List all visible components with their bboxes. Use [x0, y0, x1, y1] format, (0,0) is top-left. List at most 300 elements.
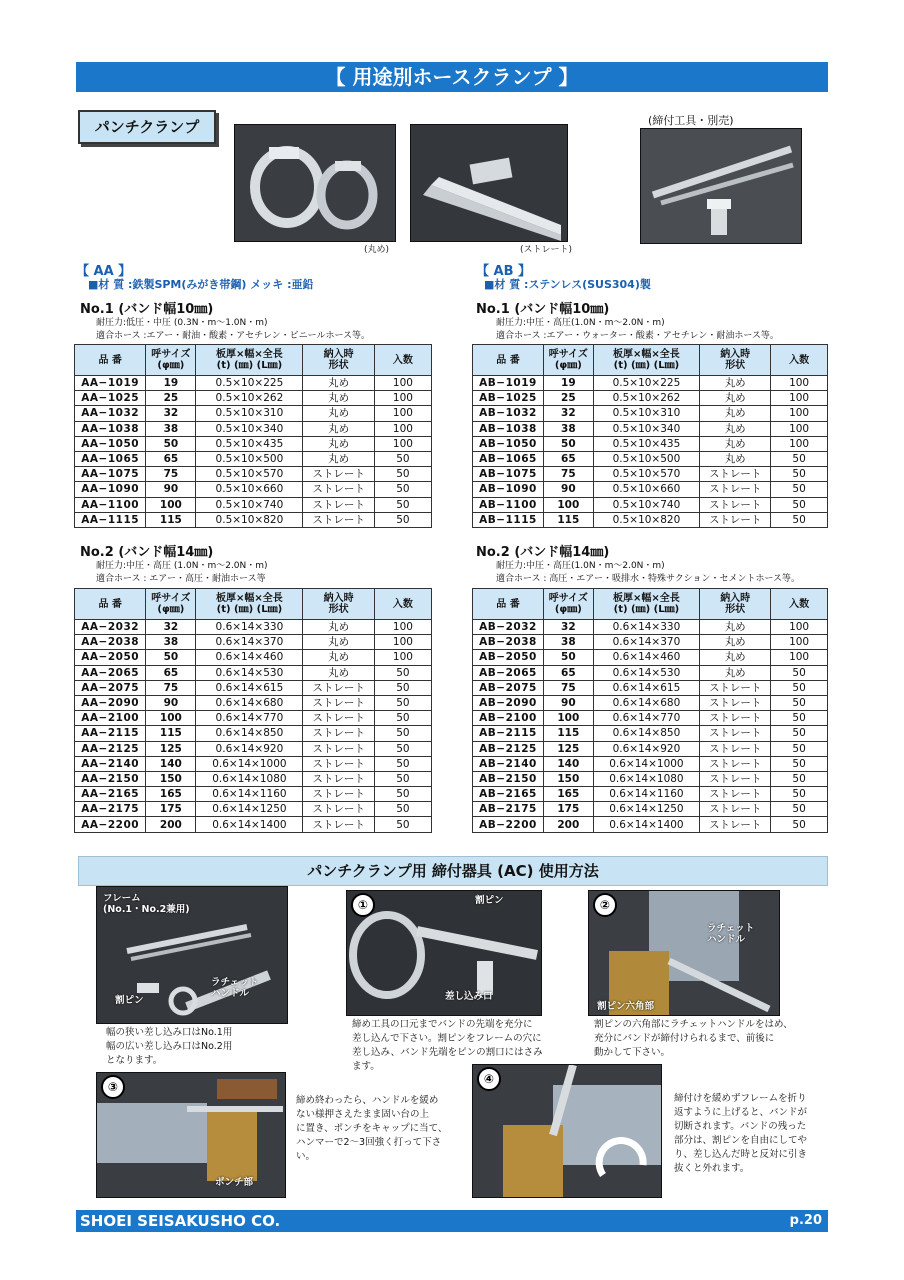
step1-photo: [346, 890, 542, 1016]
step1-pin-label: 割ピン: [475, 895, 504, 906]
cell-qty: 100: [374, 376, 431, 391]
header-code: 品 番: [75, 589, 146, 620]
cell-qty: 50: [771, 695, 828, 710]
cell-qty: 50: [771, 497, 828, 512]
cell-code: AA−1032: [75, 406, 146, 421]
cell-dims: 0.6×14×370: [196, 635, 303, 650]
cell-qty: 100: [771, 421, 828, 436]
cell-dims: 0.6×14×680: [593, 695, 700, 710]
tool-photo: [640, 128, 802, 244]
footer: [76, 1210, 828, 1232]
cell-shape: 丸め: [700, 650, 771, 665]
aa-no1-hose: 適合ホース :エアー・耐油・酸素・アセチレン・ビニールホース等。: [96, 331, 371, 341]
cell-dims: 0.5×10×500: [593, 451, 700, 466]
tool-set-caption: 幅の狭い差し込み口はNo.1用 幅の広い差し込み口はNo.2用 となります。: [106, 1027, 233, 1066]
cell-code: AB−1090: [473, 482, 544, 497]
cell-qty: 50: [374, 802, 431, 817]
cell-shape: ストレート: [303, 482, 374, 497]
straight-clamp-photo: [410, 124, 568, 242]
table-row: [473, 817, 828, 832]
ab-no1-table: [472, 344, 828, 528]
cell-code: AA−1038: [75, 421, 146, 436]
cell-shape: 丸め: [700, 665, 771, 680]
cell-dims: 0.6×14×920: [196, 741, 303, 756]
cell-dims: 0.5×10×310: [196, 406, 303, 421]
cell-dims: 0.6×14×530: [593, 665, 700, 680]
cell-qty: 100: [374, 391, 431, 406]
cell-size: 125: [146, 741, 196, 756]
cell-qty: 50: [374, 726, 431, 741]
ab-no1-pressure: 耐圧力:中圧・高圧(1.0N・m〜2.0N・m): [496, 318, 665, 328]
cell-qty: 50: [771, 482, 828, 497]
cell-shape: ストレート: [700, 787, 771, 802]
cell-dims: 0.5×10×740: [196, 497, 303, 512]
table-row: [75, 436, 432, 451]
cell-code: AB−2050: [473, 650, 544, 665]
cell-qty: 100: [771, 635, 828, 650]
step1-text: 締め工具の口元までバンドの先端を充分に 差し込んで下さい。割ピンをフレームの穴に 差し込み、バンド先端をピンの割口にはさみ ます。: [352, 1019, 543, 1072]
cell-dims: 0.5×10×820: [593, 512, 700, 527]
cell-qty: 100: [374, 620, 431, 635]
cell-size: 65: [544, 665, 594, 680]
cell-size: 25: [146, 391, 196, 406]
cell-shape: 丸め: [303, 451, 374, 466]
step2-ratchet-label: ラチェット ハンドル: [707, 923, 755, 945]
table-row: [75, 802, 432, 817]
header-shape: 納入時 形状: [700, 589, 771, 620]
cell-code: AB−2090: [473, 695, 544, 710]
cell-dims: 0.6×14×330: [593, 620, 700, 635]
cell-qty: 50: [771, 741, 828, 756]
step2-hex-label: 割ピン六角部: [597, 1001, 655, 1012]
cell-shape: ストレート: [303, 817, 374, 832]
cell-qty: 50: [374, 711, 431, 726]
cell-dims: 0.6×14×460: [196, 650, 303, 665]
cell-size: 50: [544, 650, 594, 665]
cell-size: 75: [146, 467, 196, 482]
aa-no1-table: [74, 344, 432, 528]
header-size: 呼サイズ (φ㎜): [146, 345, 196, 376]
cell-size: 50: [146, 436, 196, 451]
page-number: p.20: [789, 1213, 822, 1228]
cell-shape: 丸め: [700, 406, 771, 421]
cell-shape: ストレート: [303, 771, 374, 786]
cell-dims: 0.6×14×850: [593, 726, 700, 741]
cell-dims: 0.5×10×500: [196, 451, 303, 466]
cell-dims: 0.6×14×330: [196, 620, 303, 635]
cell-code: AB−2125: [473, 741, 544, 756]
cell-qty: 100: [374, 421, 431, 436]
cell-shape: ストレート: [700, 726, 771, 741]
cell-code: AA−1115: [75, 512, 146, 527]
cell-shape: 丸め: [700, 620, 771, 635]
table-row: [75, 497, 432, 512]
cell-qty: 50: [374, 497, 431, 512]
table-row: [473, 376, 828, 391]
cell-code: AA−2140: [75, 756, 146, 771]
header-code: 品 番: [473, 345, 544, 376]
cell-code: AB−1050: [473, 436, 544, 451]
cell-size: 140: [146, 756, 196, 771]
cell-shape: 丸め: [303, 406, 374, 421]
table-row: [75, 711, 432, 726]
cell-dims: 0.5×10×262: [593, 391, 700, 406]
step3-punch-label: ポンチ部: [215, 1177, 254, 1188]
step1-slot-label: 差し込み口: [445, 991, 493, 1002]
cell-size: 75: [544, 680, 594, 695]
header-qty: 入数: [374, 589, 431, 620]
cell-shape: 丸め: [303, 376, 374, 391]
cell-code: AB−2175: [473, 802, 544, 817]
step4-photo: [472, 1064, 662, 1198]
cell-shape: ストレート: [700, 467, 771, 482]
cell-size: 25: [544, 391, 594, 406]
cell-dims: 0.5×10×660: [196, 482, 303, 497]
table-row: [473, 406, 828, 421]
cell-dims: 0.6×14×1000: [593, 756, 700, 771]
cell-code: AA−2125: [75, 741, 146, 756]
cell-code: AB−1115: [473, 512, 544, 527]
cell-size: 175: [544, 802, 594, 817]
table-row: [473, 695, 828, 710]
cell-shape: 丸め: [303, 391, 374, 406]
cell-code: AA−2150: [75, 771, 146, 786]
step2-photo: [588, 890, 780, 1016]
tool-note: (締付工具・別売): [648, 114, 734, 127]
cell-shape: ストレート: [303, 787, 374, 802]
table-row: [75, 787, 432, 802]
aa-no2-hose: 適合ホース : エアー・高圧・耐油ホース等: [96, 574, 266, 584]
cell-shape: ストレート: [700, 771, 771, 786]
cell-qty: 100: [771, 620, 828, 635]
table-row: [75, 620, 432, 635]
step4-text: 締付けを緩めずフレームを折り 返すように上げると、バンドが 切断されます。バンドの残った 部分は、割ピンを自由にしてや り、差し込んだ時と反対に引き 抜くと外れます。: [674, 1093, 808, 1174]
cell-size: 19: [544, 376, 594, 391]
table-row: [75, 421, 432, 436]
table-row: [75, 756, 432, 771]
header-dims: 板厚×幅×全長 (t) (㎜) (L㎜): [196, 345, 303, 376]
cell-code: AA−1050: [75, 436, 146, 451]
cell-shape: 丸め: [303, 421, 374, 436]
cell-qty: 50: [374, 482, 431, 497]
cell-shape: ストレート: [303, 695, 374, 710]
table-row: [473, 482, 828, 497]
cell-shape: ストレート: [700, 802, 771, 817]
header-qty: 入数: [771, 589, 828, 620]
header-dims: 板厚×幅×全長 (t) (㎜) (L㎜): [196, 589, 303, 620]
cell-shape: 丸め: [700, 451, 771, 466]
ab-no1-title: No.1 (バンド幅10㎜): [476, 302, 610, 317]
cell-dims: 0.6×14×770: [593, 711, 700, 726]
cell-qty: 50: [374, 756, 431, 771]
category-label: パンチクランプ: [78, 110, 216, 144]
cell-code: AA−2065: [75, 665, 146, 680]
ab-no2-table: [472, 588, 828, 833]
cell-dims: 0.5×10×340: [196, 421, 303, 436]
aa-material: ■材 質 :鉄製SPM(みがき帯鋼) メッキ :亜鉛: [88, 278, 314, 291]
step2-text: 割ピンの六角部にラチェットハンドルをはめ、 充分にバンドが締付けられるまで、前後に 動かして下さい。: [594, 1019, 793, 1058]
table-row: [75, 376, 432, 391]
cell-shape: ストレート: [700, 680, 771, 695]
table-row: [473, 680, 828, 695]
cell-dims: 0.5×10×820: [196, 512, 303, 527]
cell-dims: 0.6×14×1000: [196, 756, 303, 771]
cell-qty: 50: [771, 665, 828, 680]
cell-dims: 0.6×14×530: [196, 665, 303, 680]
cell-code: AA−2200: [75, 817, 146, 832]
cell-code: AB−2038: [473, 635, 544, 650]
cell-dims: 0.6×14×1160: [593, 787, 700, 802]
cell-shape: 丸め: [700, 391, 771, 406]
cell-size: 90: [544, 482, 594, 497]
cell-size: 100: [146, 711, 196, 726]
cell-shape: ストレート: [303, 467, 374, 482]
cell-shape: ストレート: [303, 802, 374, 817]
cell-dims: 0.6×14×615: [593, 680, 700, 695]
cell-dims: 0.6×14×1400: [196, 817, 303, 832]
cell-qty: 50: [771, 451, 828, 466]
table-row: [473, 741, 828, 756]
cell-qty: 100: [771, 436, 828, 451]
cell-qty: 50: [374, 467, 431, 482]
cell-code: AA−2090: [75, 695, 146, 710]
header-shape: 納入時 形状: [303, 589, 374, 620]
cell-code: AA−2032: [75, 620, 146, 635]
cell-size: 100: [544, 497, 594, 512]
cell-code: AA−1025: [75, 391, 146, 406]
cell-dims: 0.5×10×435: [593, 436, 700, 451]
table-row: [473, 756, 828, 771]
ab-no2-pressure: 耐圧力:中圧・高圧(1.0N・m〜2.0N・m): [496, 561, 665, 571]
table-row: [473, 436, 828, 451]
step2-number: ②: [593, 893, 617, 917]
cell-shape: ストレート: [700, 497, 771, 512]
cell-qty: 50: [374, 817, 431, 832]
table-row: [473, 726, 828, 741]
cell-code: AB−2032: [473, 620, 544, 635]
header-code: 品 番: [75, 345, 146, 376]
cell-code: AB−1038: [473, 421, 544, 436]
cell-size: 90: [146, 482, 196, 497]
table-row: [473, 650, 828, 665]
cell-size: 165: [146, 787, 196, 802]
cell-dims: 0.6×14×1250: [593, 802, 700, 817]
cell-size: 150: [544, 771, 594, 786]
cell-size: 100: [146, 497, 196, 512]
cell-size: 140: [544, 756, 594, 771]
cell-shape: ストレート: [303, 726, 374, 741]
step3-text: 締め終わったら、ハンドルを緩め ない様押さえたまま固い台の上 に置き、ポンチをキャップに当て、 ハンマーで2〜3回強く打って下さ い。: [296, 1095, 448, 1162]
cell-size: 75: [146, 680, 196, 695]
table-row: [473, 421, 828, 436]
cell-size: 65: [146, 451, 196, 466]
table-row: [75, 406, 432, 421]
cell-qty: 100: [771, 376, 828, 391]
header-size: 呼サイズ (φ㎜): [146, 589, 196, 620]
table-row: [75, 391, 432, 406]
table-row: [75, 650, 432, 665]
cell-shape: 丸め: [303, 665, 374, 680]
cell-code: AB−1100: [473, 497, 544, 512]
step1-number: ①: [351, 893, 375, 917]
table-row: [473, 635, 828, 650]
aa-no2-title: No.2 (バンド幅14㎜): [80, 545, 214, 560]
cell-code: AA−2050: [75, 650, 146, 665]
cell-qty: 50: [771, 771, 828, 786]
pin-label: 割ピン: [115, 995, 144, 1006]
header-shape: 納入時 形状: [303, 345, 374, 376]
cell-code: AB−2065: [473, 665, 544, 680]
aa-no2-table: [74, 588, 432, 833]
aa-no1-title: No.1 (バンド幅10㎜): [80, 302, 214, 317]
cell-size: 38: [146, 421, 196, 436]
table-row: [473, 467, 828, 482]
cell-code: AA−2165: [75, 787, 146, 802]
step3-photo: [96, 1072, 286, 1198]
cell-shape: 丸め: [303, 620, 374, 635]
tool-set-photo: [96, 886, 288, 1024]
table-row: [75, 635, 432, 650]
table-row: [75, 726, 432, 741]
cell-size: 32: [146, 406, 196, 421]
cell-shape: ストレート: [303, 756, 374, 771]
cell-qty: 50: [374, 512, 431, 527]
cell-shape: 丸め: [700, 376, 771, 391]
cell-code: AA−1019: [75, 376, 146, 391]
cell-qty: 50: [374, 695, 431, 710]
cell-code: AA−1065: [75, 451, 146, 466]
cell-size: 90: [544, 695, 594, 710]
header-shape: 納入時 形状: [700, 345, 771, 376]
round-caption: (丸め): [364, 245, 390, 255]
cell-qty: 50: [771, 467, 828, 482]
cell-dims: 0.5×10×262: [196, 391, 303, 406]
cell-code: AA−1100: [75, 497, 146, 512]
table-row: [473, 711, 828, 726]
cell-size: 175: [146, 802, 196, 817]
ab-no2-hose: 適合ホース : 高圧・エアー・吸排水・特殊サクション・セメントホース等。: [496, 574, 801, 584]
cell-code: AA−2100: [75, 711, 146, 726]
cell-shape: 丸め: [303, 635, 374, 650]
cell-shape: ストレート: [303, 497, 374, 512]
cell-code: AB−2165: [473, 787, 544, 802]
table-row: [75, 467, 432, 482]
company-name: SHOEI SEISAKUSHO CO.: [80, 1212, 281, 1230]
aa-no1-pressure: 耐圧力:低圧・中圧 (0.3N・m〜1.0N・m): [96, 318, 268, 328]
cell-size: 38: [544, 421, 594, 436]
cell-size: 38: [544, 635, 594, 650]
cell-dims: 0.6×14×770: [196, 711, 303, 726]
cell-dims: 0.6×14×680: [196, 695, 303, 710]
cell-qty: 50: [374, 741, 431, 756]
round-clamp-photo: [234, 124, 396, 242]
header-code: 品 番: [473, 589, 544, 620]
page-title: 【 用途別ホースクランプ 】: [76, 62, 828, 92]
header-size: 呼サイズ (φ㎜): [544, 345, 594, 376]
cell-size: 50: [544, 436, 594, 451]
cell-shape: ストレート: [700, 817, 771, 832]
cell-code: AB−2100: [473, 711, 544, 726]
cell-code: AB−2075: [473, 680, 544, 695]
frame-label: フレーム (No.1・No.2兼用): [103, 893, 190, 915]
table-row: [473, 497, 828, 512]
ab-material: ■材 質 :ステンレス(SUS304)製: [484, 278, 651, 291]
header-dims: 板厚×幅×全長 (t) (㎜) (L㎜): [593, 345, 700, 376]
table-row: [473, 451, 828, 466]
cell-shape: ストレート: [700, 482, 771, 497]
cell-dims: 0.6×14×1400: [593, 817, 700, 832]
table-row: [75, 451, 432, 466]
cell-dims: 0.5×10×340: [593, 421, 700, 436]
cell-qty: 50: [771, 756, 828, 771]
cell-dims: 0.5×10×570: [196, 467, 303, 482]
cell-code: AB−2200: [473, 817, 544, 832]
cell-size: 65: [146, 665, 196, 680]
cell-code: AA−2175: [75, 802, 146, 817]
cell-size: 115: [544, 512, 594, 527]
cell-qty: 50: [374, 787, 431, 802]
table-row: [75, 695, 432, 710]
cell-size: 125: [544, 741, 594, 756]
cell-qty: 50: [374, 680, 431, 695]
cell-code: AB−1032: [473, 406, 544, 421]
cell-dims: 0.5×10×570: [593, 467, 700, 482]
straight-caption: (ストレート): [520, 245, 573, 255]
table-row: [473, 787, 828, 802]
step4-number: ④: [477, 1067, 501, 1091]
cell-dims: 0.6×14×1160: [196, 787, 303, 802]
cell-size: 115: [146, 726, 196, 741]
cell-code: AB−1019: [473, 376, 544, 391]
cell-size: 200: [544, 817, 594, 832]
cell-dims: 0.6×14×615: [196, 680, 303, 695]
cell-code: AA−2038: [75, 635, 146, 650]
cell-shape: ストレート: [700, 512, 771, 527]
cell-dims: 0.5×10×310: [593, 406, 700, 421]
cell-shape: 丸め: [700, 421, 771, 436]
cell-shape: ストレート: [700, 741, 771, 756]
table-row: [473, 620, 828, 635]
cell-shape: ストレート: [700, 695, 771, 710]
header-dims: 板厚×幅×全長 (t) (㎜) (L㎜): [593, 589, 700, 620]
cell-qty: 100: [771, 650, 828, 665]
cell-size: 200: [146, 817, 196, 832]
table-row: [473, 512, 828, 527]
cell-qty: 100: [374, 650, 431, 665]
cell-shape: 丸め: [303, 436, 374, 451]
cell-dims: 0.5×10×225: [196, 376, 303, 391]
cell-dims: 0.6×14×850: [196, 726, 303, 741]
cell-qty: 50: [771, 817, 828, 832]
cell-code: AB−1025: [473, 391, 544, 406]
cell-size: 100: [544, 711, 594, 726]
cell-dims: 0.5×10×435: [196, 436, 303, 451]
cell-qty: 50: [771, 726, 828, 741]
cell-shape: ストレート: [303, 680, 374, 695]
ab-no1-hose: 適合ホース :エアー・ウォーター・酸素・アセチレン・耐油ホース等。: [496, 331, 779, 341]
cell-size: 19: [146, 376, 196, 391]
cell-qty: 50: [771, 711, 828, 726]
cell-qty: 100: [374, 436, 431, 451]
cell-shape: ストレート: [303, 741, 374, 756]
table-row: [75, 482, 432, 497]
cell-qty: 50: [771, 680, 828, 695]
cell-size: 65: [544, 451, 594, 466]
cell-code: AA−1075: [75, 467, 146, 482]
cell-qty: 50: [374, 451, 431, 466]
table-row: [473, 802, 828, 817]
cell-dims: 0.5×10×225: [593, 376, 700, 391]
